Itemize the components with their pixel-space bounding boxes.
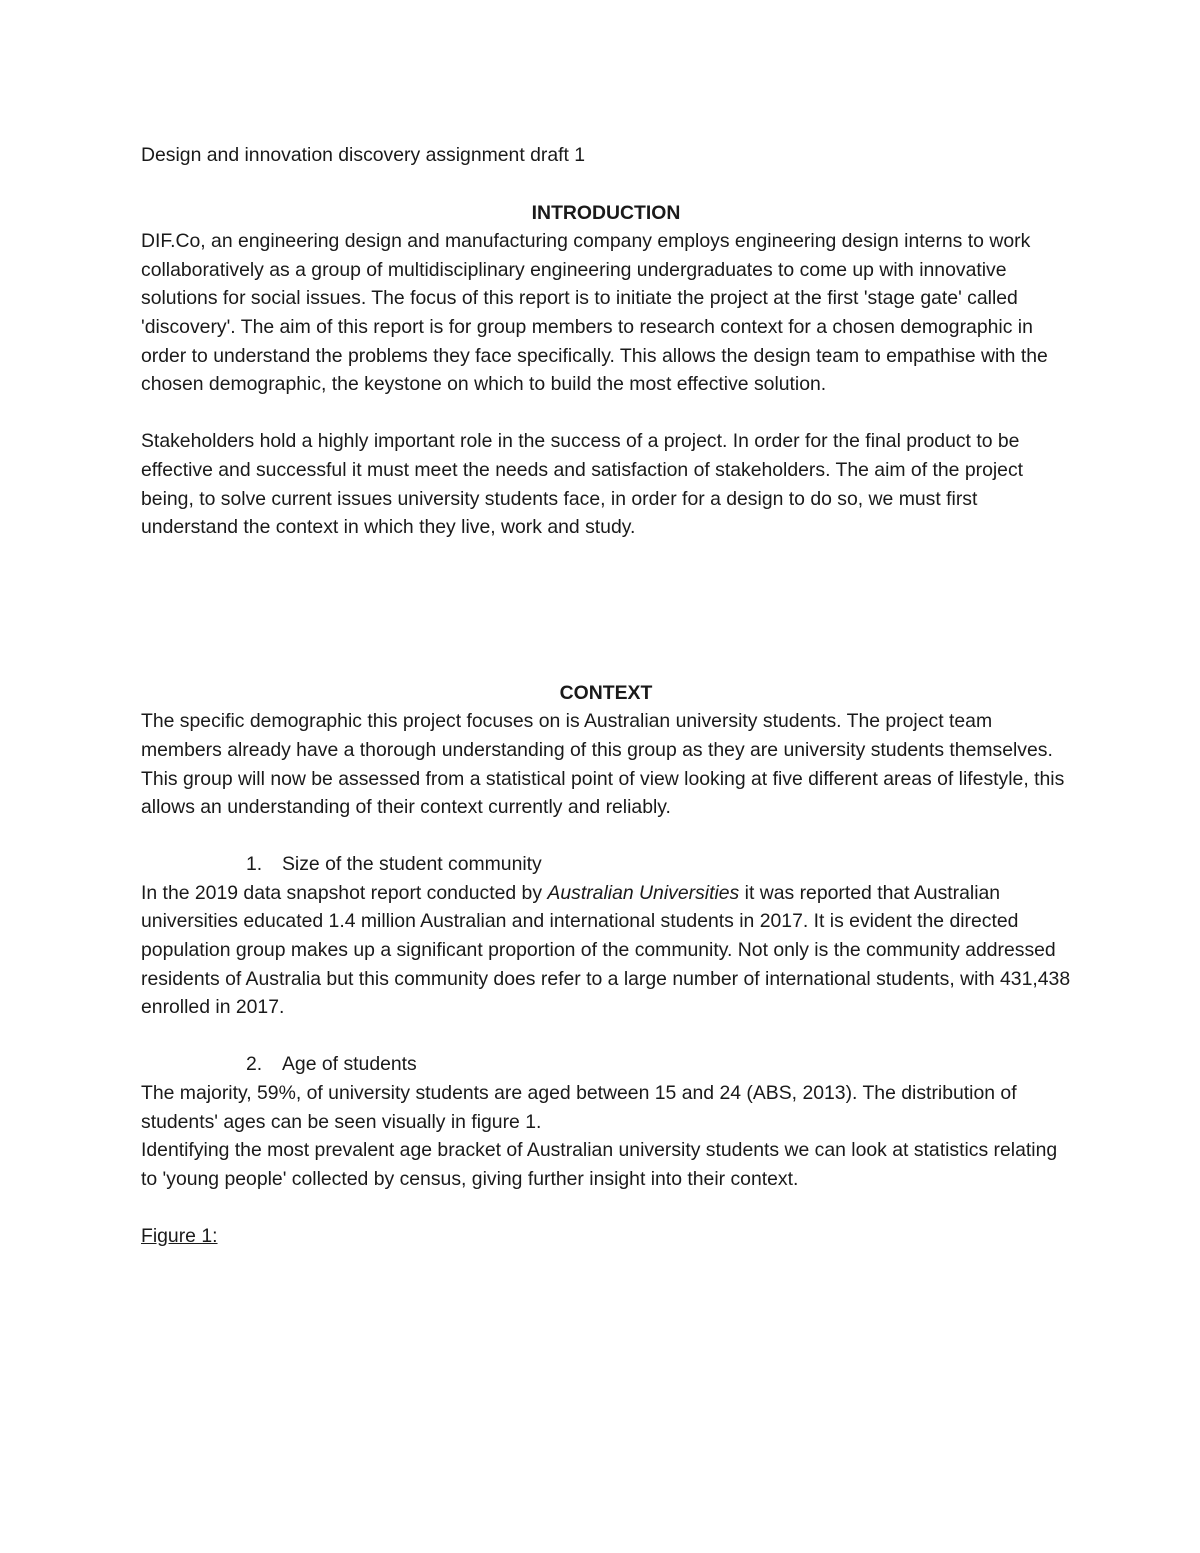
- list-number: 1.: [246, 853, 263, 876]
- size-text-after: it was reported that Australian universities educated 1.4 million Australian and international students in 2017. It is evident the directed population group makes up a significant proportion of the community. Not only is the community addressed residents of Australia but this community does refer to a large number of international students, with 431,438 enrolled in 2017.: [141, 881, 1071, 1019]
- size-paragraph: [141, 879, 1071, 1022]
- context-paragraph-1: The specific demographic this project focuses on is Australian university students. The project team members already have a thorough understanding of this group as they are university students themselves.: [141, 710, 1053, 761]
- document-title: Design and innovation discovery assignment draft 1: [141, 144, 586, 166]
- list-item-title: Size of the student community: [282, 853, 542, 876]
- document-body: [141, 141, 1071, 1251]
- list-item-title: Age of students: [282, 1053, 417, 1076]
- size-text-italic: Australian Universities: [547, 881, 740, 904]
- context-heading: CONTEXT: [559, 681, 653, 704]
- figure-label: Figure 1:: [141, 1225, 218, 1247]
- list-item-age: [141, 1050, 1071, 1079]
- list-number: 2.: [246, 1053, 263, 1076]
- introduction-heading: INTRODUCTION: [531, 201, 681, 224]
- size-text-before: In the 2019 data snapshot report conducted by: [141, 881, 548, 904]
- introduction-paragraph-2: Stakeholders hold a highly important role in the success of a project. In order for the final product to be effective and successful it must meet the needs and satisfaction of stakeholders. The aim of the project being, to solve current issues university students face, in order for a design to do so, we must first understand the context in which they live, work and study.: [141, 430, 1024, 539]
- context-paragraph-2: This group will now be assessed from a statistical point of view looking at five different areas of lifestyle, this allows an understanding of their context currently and reliably.: [141, 767, 1065, 819]
- introduction-paragraph-1: DIF.Co, an engineering design and manufacturing company employs engineering design interns to work collaboratively as a group of multidisciplinary engineering undergraduates to come up with innovative solutions for social issues. The focus of this report is to initiate the project at the first 'stage gate' called 'discovery'. The aim of this report is for group members to research context for a chosen demographic in order to understand the problems they face specifically. This allows the design team to empathise with the chosen demographic, the keystone on which to build the most effective solution.: [141, 230, 1048, 396]
- age-paragraph-1: The majority, 59%, of university students are aged between 15 and 24 (ABS, 2013). The distribution of students' ages can be seen visually in figure 1.: [141, 1082, 1017, 1133]
- list-item-size: [141, 850, 1071, 879]
- age-paragraph-2: Identifying the most prevalent age bracket of Australian university students we can look at statistics relating to 'young people' collected by census, giving further insight into their context.: [141, 1139, 1058, 1190]
